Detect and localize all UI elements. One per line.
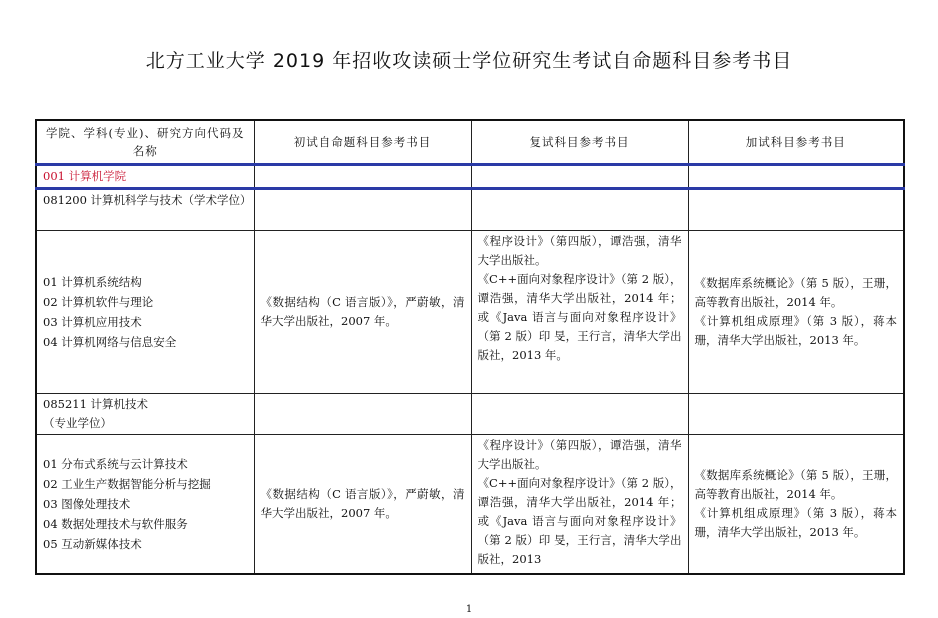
- header-initial-exam: 初试自命题科目参考书目: [254, 120, 471, 165]
- empty-cell: [688, 189, 904, 231]
- major-type: （专业学位）: [43, 416, 112, 430]
- empty-cell: [471, 189, 688, 231]
- list-item: 02 计算机软件与理论: [43, 295, 154, 309]
- list-item: 02 工业生产数据智能分析与挖掘: [43, 477, 211, 491]
- list-item: 《C++面向对象程序设计》（第 2 版），谭浩强，清华大学出版社，2014 年；或《Java 语言与面向对象程序设计》（第 2 版）印 旻，王行言，清华大学出版社，2013 年。: [477, 272, 682, 362]
- list-item: 01 分布式系统与云计算技术: [43, 457, 188, 471]
- list-item: 04 数据处理技术与软件服务: [43, 517, 188, 531]
- extra-exam-books: [688, 435, 904, 575]
- list-item: 05 互动新媒体技术: [43, 537, 142, 551]
- major-row: [36, 394, 904, 435]
- direction-list: [36, 231, 254, 394]
- major-code: 085211 计算机技术: [43, 397, 149, 411]
- list-item: 《计算机组成原理》（第 3 版），蒋本珊，清华大学出版社，2013 年。: [694, 506, 897, 539]
- empty-cell: [471, 165, 688, 189]
- list-item: 04 计算机网络与信息安全: [43, 335, 177, 349]
- list-item: 《数据库系统概论》（第 5 版），王珊，高等教育出版社，2014 年。: [694, 276, 897, 309]
- empty-cell: [254, 165, 471, 189]
- page-title: 北方工业大学 2019 年招收攻读硕士学位研究生考试自命题科目参考书目: [145, 50, 793, 72]
- reference-book-table: [35, 119, 905, 575]
- list-item: 《计算机组成原理》（第 3 版），蒋本珊，清华大学出版社，2013 年。: [694, 314, 897, 347]
- header-retest: 复试科目参考书目: [471, 120, 688, 165]
- major-name: [36, 394, 254, 435]
- table-row: [36, 435, 904, 575]
- extra-exam-books: [688, 231, 904, 394]
- direction-list: [36, 435, 254, 575]
- table-header-row: [36, 120, 904, 165]
- list-item: 《C++面向对象程序设计》（第 2 版），谭浩强，清华大学出版社，2014 年；或《Java 语言与面向对象程序设计》（第 2 版）印 旻，王行言，清华大学出版社，2013: [477, 476, 682, 566]
- list-item: 《程序设计》（第四版），谭浩强，清华大学出版社。: [477, 234, 682, 267]
- college-row: [36, 165, 904, 189]
- initial-exam-book: 《数据结构（C 语言版）》，严蔚敏，清华大学出版社，2007 年。: [254, 231, 471, 394]
- initial-exam-book: 《数据结构（C 语言版）》，严蔚敏，清华大学出版社，2007 年。: [254, 435, 471, 575]
- college-name: 001 计算机学院: [36, 165, 254, 189]
- list-item: 01 计算机系统结构: [43, 275, 142, 289]
- empty-cell: [254, 189, 471, 231]
- list-item: 03 图像处理技术: [43, 497, 131, 511]
- empty-cell: [471, 394, 688, 435]
- retest-books: [471, 435, 688, 575]
- retest-books: [471, 231, 688, 394]
- page-number: 1: [465, 604, 473, 615]
- list-item: 《程序设计》（第四版），谭浩强，清华大学出版社。: [477, 438, 682, 471]
- empty-cell: [688, 394, 904, 435]
- empty-cell: [688, 165, 904, 189]
- list-item: 03 计算机应用技术: [43, 315, 142, 329]
- major-row: [36, 189, 904, 231]
- list-item: 《数据库系统概论》（第 5 版），王珊，高等教育出版社，2014 年。: [694, 468, 897, 501]
- table-row: [36, 231, 904, 394]
- empty-cell: [254, 394, 471, 435]
- header-program: 学院、学科(专业)、研究方向代码及名称: [36, 120, 254, 165]
- major-name: 081200 计算机科学与技术（学术学位）: [36, 189, 254, 231]
- header-extra-exam: 加试科目参考书目: [688, 120, 904, 165]
